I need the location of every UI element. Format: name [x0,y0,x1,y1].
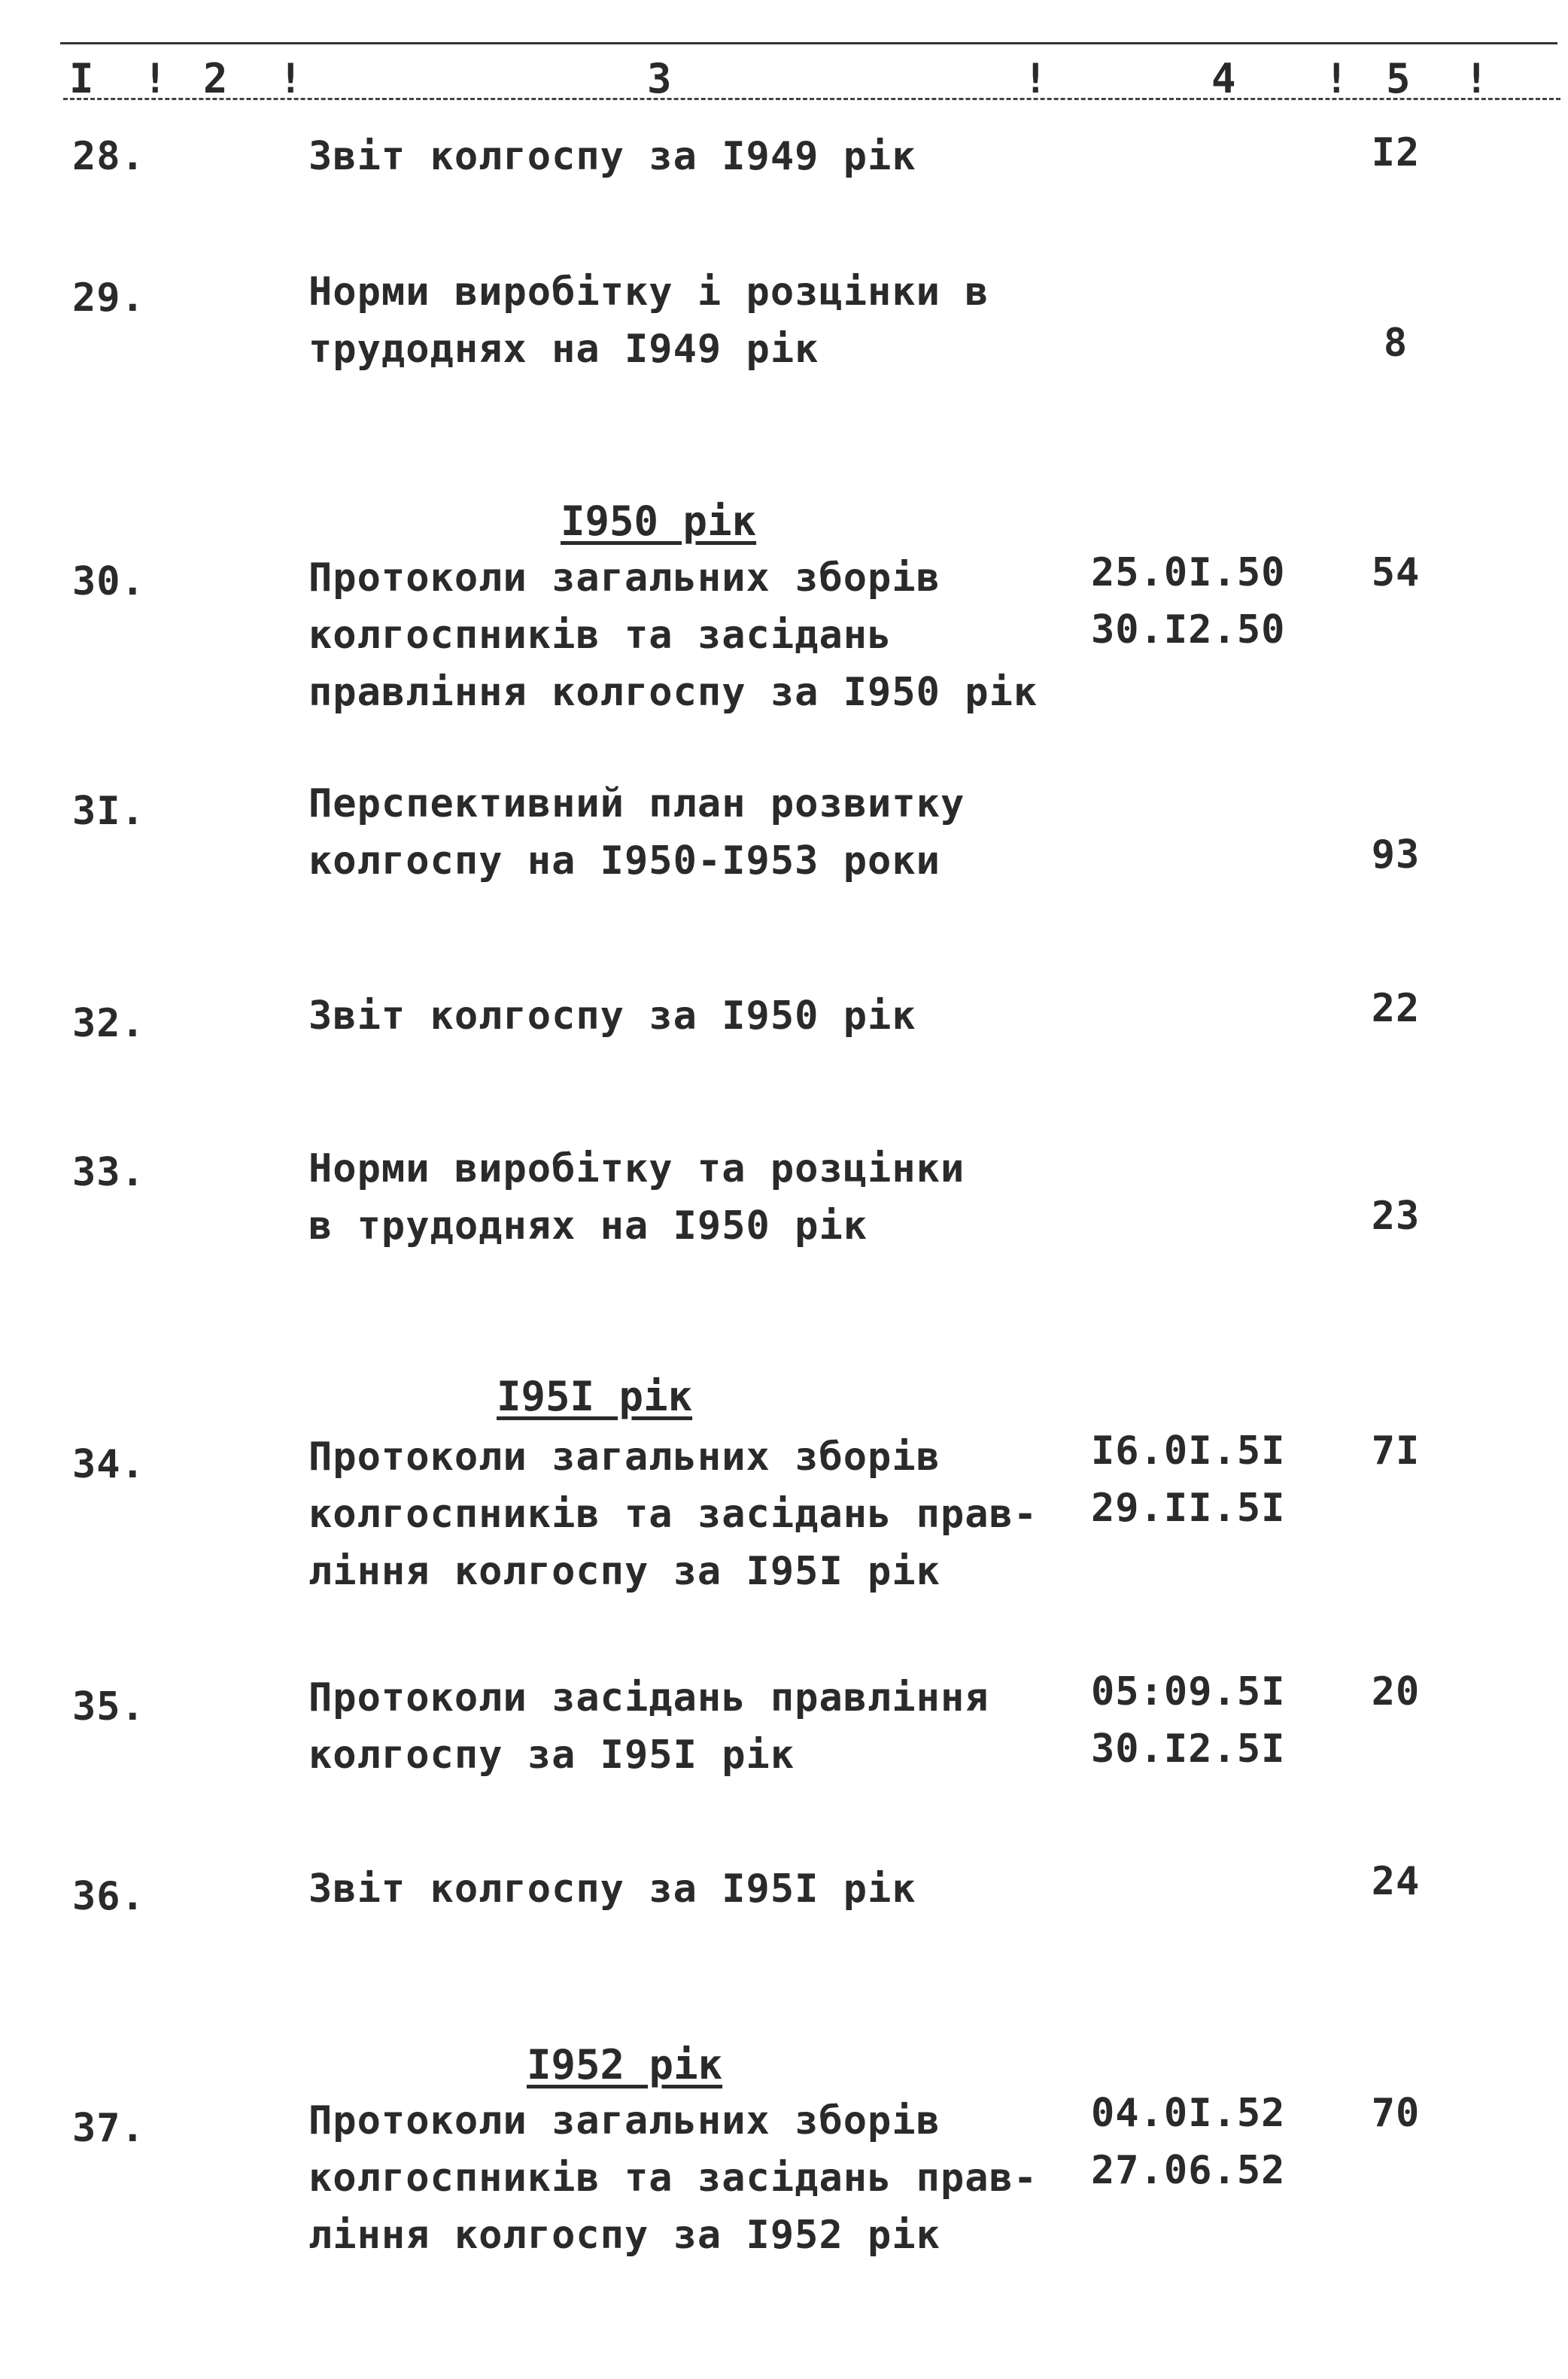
header-rule [63,98,1560,100]
section-heading-1952: I952 рік [527,2041,723,2088]
title-line: в трудоднях на I950 рік [308,1203,868,1249]
title-line: Протоколи загальних зборів [308,555,940,601]
col-head-3: 3 [647,55,672,102]
row-29-sheets: 8 [1383,321,1408,366]
date-start: 04.0I.52 [1091,2091,1286,2136]
row-35-number: 35. [72,1684,145,1729]
col-head-1: I [69,55,94,102]
row-34-dates [1091,1422,1317,1537]
col-sep-1: ! [143,55,168,102]
title-line: Перспективний план розвитку [308,781,965,826]
row-29-title [308,263,1046,378]
title-line: Протоколи загальних зборів [308,1434,940,1480]
row-37-title [308,2092,1046,2264]
col-head-5: 5 [1386,55,1411,102]
col-head-4: 4 [1211,55,1236,102]
row-35-dates [1091,1663,1317,1778]
row-33-sheets: 23 [1371,1194,1421,1239]
col-sep-5: ! [1464,55,1489,102]
col-head-2: 2 [203,55,228,102]
row-28-title [308,128,1046,185]
row-34-number: 34. [72,1442,145,1487]
title-line: колгоспу на I950-I953 роки [308,838,940,884]
row-34-title [308,1428,1046,1600]
title-line: Норми виробітку та розцінки [308,1146,965,1191]
title-line: колгоспу за I95I рік [308,1733,795,1778]
date-end: 27.06.52 [1091,2148,1286,2193]
title-line: Звіт колгоспу за I95I рік [308,1866,916,1912]
date-start: 25.0I.50 [1091,550,1286,595]
row-30-number: 30. [72,559,145,604]
row-36-title [308,1860,1046,1918]
date-end: 30.I2.5I [1091,1726,1286,1772]
row-34-sheets: 7I [1371,1428,1421,1474]
row-28-sheets: I2 [1371,130,1421,175]
title-line: ління колгоспу за I952 рік [308,2213,940,2258]
row-36-number: 36. [72,1874,145,1919]
title-line: Звіт колгоспу за I949 рік [308,134,916,179]
top-rule [60,42,1557,44]
row-30-dates [1091,544,1317,659]
row-31-sheets: 93 [1371,832,1421,878]
row-30-title [308,549,1046,721]
section-heading-1951: I95I рік [497,1373,693,1420]
col-sep-3: ! [1023,55,1048,102]
title-line: Протоколи загальних зборів [308,2098,940,2143]
title-line: правління колгоспу за I950 рік [308,670,1038,715]
date-end: 29.II.5I [1091,1486,1286,1531]
title-line: колгоспників та засідань [308,613,892,658]
title-line: Протоколи засідань правління [308,1675,989,1720]
title-line: колгоспників та засідань прав- [308,2155,1038,2201]
row-35-title [308,1669,1046,1784]
row-32-title [308,987,1046,1045]
row-32-number: 32. [72,1001,145,1046]
row-37-number: 37. [72,2106,145,2151]
row-33-title [308,1140,1046,1255]
title-line: трудоднях на I949 рік [308,327,819,372]
row-31-number: 3I. [72,789,145,834]
row-30-sheets: 54 [1371,550,1421,595]
row-29-number: 29. [72,275,145,321]
col-sep-4: ! [1324,55,1349,102]
row-36-sheets: 24 [1371,1859,1421,1904]
row-35-sheets: 20 [1371,1669,1421,1714]
title-line: ління колгоспу за I95I рік [308,1549,940,1594]
date-end: 30.I2.50 [1091,607,1286,653]
title-line: Звіт колгоспу за I950 рік [308,993,916,1039]
row-37-dates [1091,2085,1317,2199]
row-31-title [308,775,1046,890]
title-line: Норми виробітку і розцінки в [308,269,989,315]
title-line: колгоспників та засідань прав- [308,1492,1038,1537]
row-37-sheets: 70 [1371,2091,1421,2136]
row-33-number: 33. [72,1150,145,1195]
date-start: I6.0I.5I [1091,1428,1286,1474]
section-heading-1950: I950 рік [561,497,757,545]
row-32-sheets: 22 [1371,986,1421,1031]
date-start: 05:09.5I [1091,1669,1286,1714]
col-sep-2: ! [278,55,303,102]
row-28-number: 28. [72,134,145,179]
